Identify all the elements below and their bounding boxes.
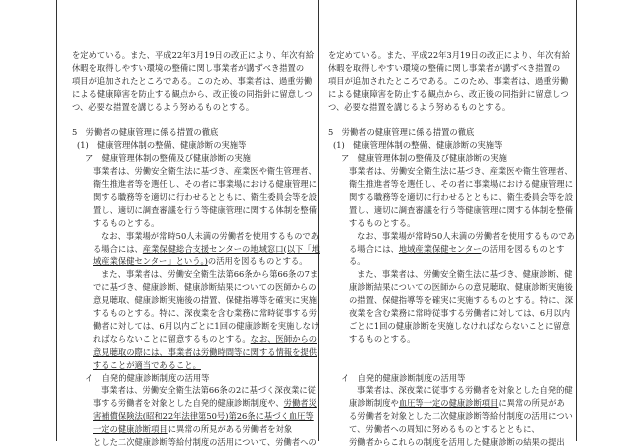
text-line <box>72 102 254 113</box>
text-line <box>72 385 316 396</box>
text-run: つ、必要な措置を講じるよう努めるものとする。 <box>328 101 511 112</box>
text-run: とした二次健康診断等給付制度の活用について、労働者への <box>93 437 317 447</box>
text-line <box>328 76 568 87</box>
text-run: 夜業を含む業務に常時従事する労働者に対しては、6月以内 <box>349 308 570 318</box>
text-line <box>72 347 317 358</box>
text-run: 事業者は、労働安全衛生法に基づき、産業医や衛生管理者、 <box>93 166 317 177</box>
underlined-text: 血圧等一定の健康診断項目 <box>398 398 499 409</box>
text-run: る。 <box>349 256 366 267</box>
text-line <box>72 437 317 448</box>
text-run: また、事業者は、労働安全衛生法第66条から第66条の7ま <box>101 269 319 280</box>
right-border-line <box>576 0 577 441</box>
text-run: 関する職務等を適切に行わせるとともに、衛生委員会等を設 <box>349 191 574 202</box>
text-line <box>328 437 565 448</box>
text-run: 事業者は、労働安全衛生法第66条の2に基づく深夜業に従 <box>101 385 316 396</box>
text-run: するものとする。 <box>349 217 416 228</box>
text-line <box>72 153 251 164</box>
text-line <box>72 166 317 177</box>
text-run: 康診断結果についての医師からの意見聴取、健康診断実施後 <box>349 282 573 293</box>
text-run: するものとする。特に、深夜業を含む業務に常時従事する労 <box>93 308 318 318</box>
text-line <box>328 244 564 255</box>
text-line <box>328 424 540 435</box>
text-line <box>328 295 573 306</box>
text-line <box>328 102 510 113</box>
text-line <box>72 398 317 409</box>
text-run: を定めている。また、平成22年3月19日の改正により、年次有給 <box>72 50 315 60</box>
underlined-text: 域産業保健センター」という。) <box>93 256 208 267</box>
text-line <box>72 63 304 74</box>
text-line <box>72 256 308 267</box>
text-line <box>328 179 573 190</box>
text-run: (1) 健康管理体制の整備、健康診断の実施等 <box>333 140 503 151</box>
underlined-text: 意見聴取の際には、事業者は労働時間等に関する情報を提供 <box>93 346 318 357</box>
text-line <box>72 89 313 100</box>
text-line <box>328 153 507 164</box>
text-line <box>72 231 319 242</box>
text-run: するものとする。 <box>349 333 416 344</box>
text-run: ごとに1回の健康診断を実施しなければならないことに留意 <box>349 320 570 331</box>
text-run: による健康障害を防止する観点から、改正後の同指針に留意しつ <box>328 88 569 99</box>
text-run: 項目が追加されたところである。このため、事業者は、過重労働 <box>328 75 569 86</box>
text-line <box>328 385 573 396</box>
text-run: 事業者は、深夜業に従事する労働者を対象とした自発的健 <box>357 385 573 396</box>
text-run: 労働者からこれらの制度を活用した健康診断の結果の提出 <box>349 437 565 447</box>
text-line <box>72 127 218 138</box>
text-run: による健康障害を防止する観点から、改正後の同指針に留意しつ <box>72 88 313 99</box>
text-run: イ 自発的健康診断制度の活用等 <box>85 372 210 383</box>
text-run: 5 労働者の健康管理に係る措置の徹底 <box>328 127 475 138</box>
text-run: 康診断制度や <box>349 398 399 409</box>
text-run: ればならないことに留意するものとする。 <box>93 333 251 344</box>
underlined-text: 地域産業保健センター <box>398 243 482 254</box>
text-run: 項目が追加されたところである。このため、事業者は、過重労働 <box>72 75 313 86</box>
text-run: 置し、適切に調査審議を行う等健康管理に関する体制を整備 <box>93 204 318 215</box>
text-line <box>72 192 317 203</box>
text-run: ア 健康管理体制の整備及び健康診断の実施 <box>85 153 251 164</box>
text-line <box>72 140 246 151</box>
text-run: (1) 健康管理体制の整備、健康診断の実施等 <box>77 140 247 151</box>
text-line <box>328 398 565 409</box>
text-line <box>72 308 317 319</box>
text-line <box>328 63 560 74</box>
text-run: の活用を図るものとす <box>481 243 565 254</box>
text-run: イ 自発的健康診断制度の活用等 <box>341 372 466 383</box>
text-line <box>328 411 573 422</box>
text-run: を定めている。また、平成22年3月19日の改正により、年次有給 <box>328 50 571 60</box>
text-line <box>72 244 320 255</box>
text-line <box>72 76 312 87</box>
text-line <box>72 295 317 306</box>
text-line <box>328 308 570 319</box>
text-line <box>72 424 292 435</box>
text-line <box>328 231 575 242</box>
text-line <box>328 334 415 345</box>
text-run: ア 健康管理体制の整備及び健康診断の実施 <box>341 153 507 164</box>
text-run: 休暇を取得しやすい環境の整備に関し事業者が講ずべき措置の <box>72 62 305 73</box>
text-line <box>72 411 314 422</box>
text-line <box>72 282 317 293</box>
text-line <box>72 205 317 216</box>
text-run: に異常の所見があ <box>498 398 565 409</box>
text-line <box>72 321 319 332</box>
text-line <box>328 218 415 229</box>
text-run: でに基づき、健康診断、健康診断結果についての医師からの <box>93 282 317 293</box>
text-line <box>328 321 570 332</box>
text-line <box>72 50 314 61</box>
text-run: 衛生推進者等を選任し、その者に事業場における健康管理に <box>349 179 574 189</box>
text-line <box>328 205 573 216</box>
text-line <box>328 282 573 293</box>
text-line <box>328 140 502 151</box>
text-line <box>328 373 465 384</box>
text-line <box>72 373 209 384</box>
underlined-text: 産業保健総合支援センターの地域窓口(以下「地 <box>142 243 320 254</box>
underlined-text: 一定の健康診断項目 <box>93 424 168 435</box>
text-run: の措置、保健指導等を確実に実施するものとする。特に、深 <box>349 295 574 306</box>
text-line <box>328 166 573 177</box>
text-line <box>72 334 317 345</box>
text-run: る労働者を対象とした二次健康診断等給付制度の活用につい <box>349 411 573 422</box>
text-line <box>328 127 474 138</box>
text-run: る場合には、 <box>349 243 399 254</box>
text-run: 意見聴取、健康診断実施後の措置、保健指導等を確実に実施 <box>93 295 318 306</box>
text-line <box>72 179 317 190</box>
text-run: 働者に対しては、6月以内ごとに1回の健康診断を実施しなけ <box>93 320 320 331</box>
text-line <box>328 50 570 61</box>
text-run: また、事業者は、労働安全衛生法に基づき、健康診断、健 <box>357 269 573 280</box>
text-run: つ、必要な措置を講じるよう努めるものとする。 <box>72 101 255 112</box>
text-run: なお、事業場が常時50人未満の労働者を使用するものであ <box>101 230 319 241</box>
underlined-text: することが適当であること。 <box>93 359 201 370</box>
text-line <box>72 218 159 229</box>
text-run: の活用を図るものとする。 <box>207 256 308 267</box>
underlined-text: なお、医師からの <box>250 333 318 344</box>
text-run: る場合には、 <box>93 243 143 254</box>
text-run: て、労働者への周知に努めるものとするとともに、 <box>349 424 540 435</box>
text-run: に異常の所見がある労働者を対象 <box>167 424 293 435</box>
text-run: 事する労働者を対象とした自発的健康診断制度や、 <box>93 398 284 409</box>
text-line <box>328 269 572 280</box>
left-border-line <box>56 0 57 441</box>
text-run: するものとする。 <box>93 217 160 228</box>
text-run: 置し、適切に調査審議を行う等健康管理に関する体制を整備 <box>349 204 574 215</box>
text-run: なお、事業場が常時50人未満の労働者を使用するものであ <box>357 230 575 241</box>
text-run: 休暇を取得しやすい環境の整備に関し事業者が講ずべき措置の <box>328 62 561 73</box>
text-line <box>328 192 573 203</box>
text-run: 衛生推進者等を選任し、その者に事業場における健康管理に <box>93 179 318 189</box>
text-line <box>328 256 366 267</box>
text-line <box>72 269 318 280</box>
text-line <box>72 360 201 371</box>
center-divider-line <box>318 0 319 441</box>
text-run: 5 労働者の健康管理に係る措置の徹底 <box>72 127 219 138</box>
text-run: 事業者は、労働安全衛生法に基づき、産業医や衛生管理者、 <box>349 166 573 177</box>
underlined-text: 労働者災 <box>283 398 317 409</box>
underlined-text: 害補償保険法(昭和22年法律第50号)第26条に基づく血圧等 <box>93 411 314 422</box>
text-line <box>328 89 569 100</box>
text-run: 関する職務等を適切に行わせるとともに、衛生委員会等を設 <box>93 191 318 202</box>
